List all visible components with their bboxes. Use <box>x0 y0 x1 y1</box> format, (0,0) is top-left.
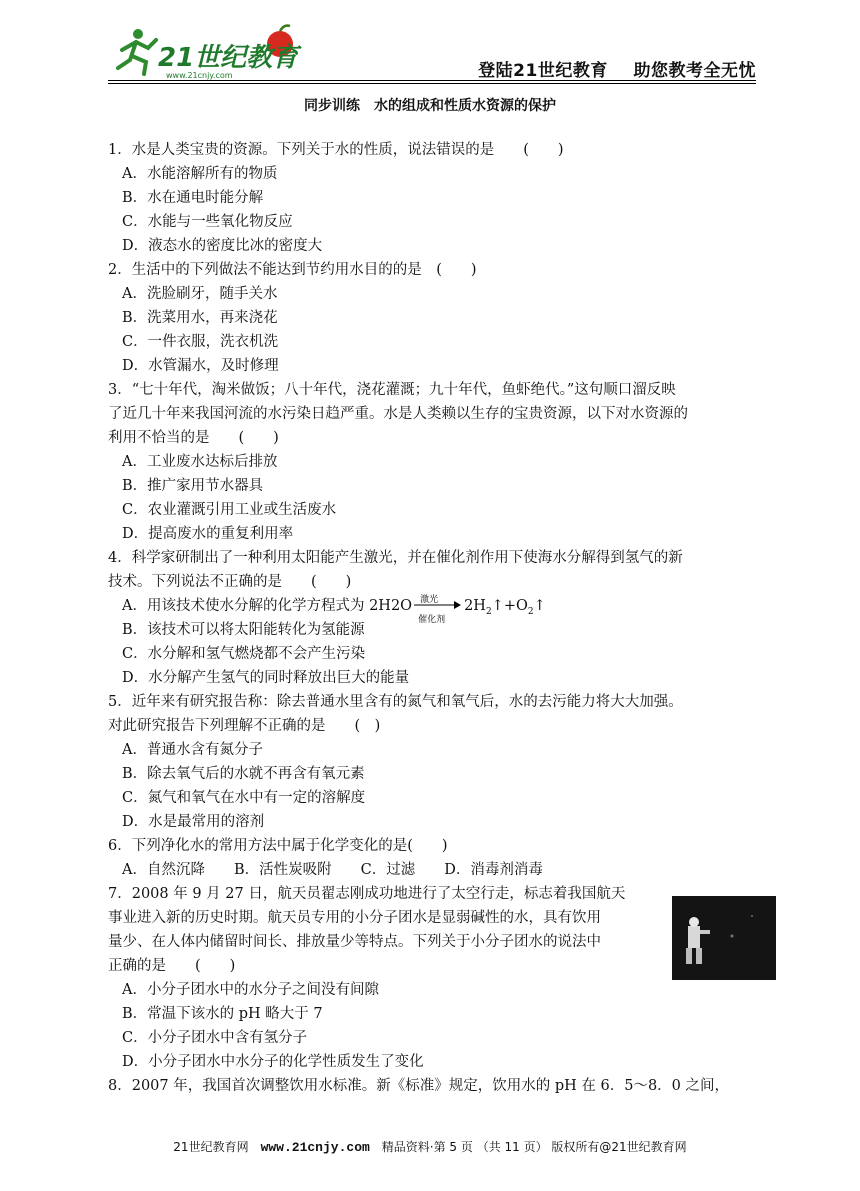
answer-option: A．水能溶解所有的物质 <box>122 166 278 182</box>
q4-suffix: ↑ <box>533 598 546 614</box>
answer-option: D．液态水的密度比冰的密度大 <box>122 238 323 254</box>
arrow-label-above: 激光 <box>420 595 439 605</box>
answer-option: C．水能与一些氧化物反应 <box>122 214 293 230</box>
header-divider <box>108 80 756 81</box>
reaction-arrow <box>412 594 464 625</box>
logo-text: 21世纪教育 <box>158 43 299 73</box>
question-text: 4．科学家研制出了一种利用太阳能产生激光，并在催化剂作用下使海水分解得到氢气的新 <box>108 550 683 566</box>
answer-option: D．水分解产生氢气的同时释放出巨大的能量 <box>122 670 410 686</box>
header-slogan: 登陆21世纪教育 助您教考全无忧 <box>478 61 756 81</box>
answer-option: A．洗脸刷牙，随手关水 <box>122 286 278 302</box>
q4-product-h2: 2H <box>464 598 486 614</box>
answer-option: B．水在通电时能分解 <box>122 190 264 206</box>
question-text: 事业进入新的历史时期。航天员专用的小分子团水是显弱碱性的水，具有饮用 <box>108 910 601 926</box>
question-text: 了近几十年来我国河流的水污染日趋严重。水是人类赖以生存的宝贵资源，以下对水资源的 <box>108 406 688 422</box>
answer-option: C．农业灌溉引用工业或生活废水 <box>122 502 337 518</box>
footer-right: 精品资料·第 5 页 （共 11 页） 版权所有@21世纪教育网 <box>369 1140 687 1154</box>
footer-left: 21世纪教育网 <box>173 1140 261 1154</box>
question-text: 技术。下列说法不正确的是 ( ) <box>108 574 352 590</box>
answer-option: C．小分子团水中含有氢分子 <box>122 1030 308 1046</box>
answer-option: C．氮气和氧气在水中有一定的溶解度 <box>122 790 366 806</box>
answer-option: D．提高废水的重复利用率 <box>122 526 294 542</box>
footer-site-link[interactable]: www.21cnjy.com <box>260 1140 370 1155</box>
answer-option: B．洗菜用水，再来浇花 <box>122 310 278 326</box>
question-text: 2．生活中的下列做法不能达到节约用水目的的是 ( ) <box>108 262 477 278</box>
question-text: 利用不恰当的是 ( ) <box>108 430 279 446</box>
question-text: 3．“七十年代，淘米做饭；八十年代，浇花灌溉；九十年代，鱼虾绝代。”这句顺口溜反映 <box>108 382 676 398</box>
page-footer <box>0 1138 860 1155</box>
question-text: 7．2008 年 9 月 27 日，航天员翟志刚成功地进行了太空行走，标志着我国航天 <box>108 886 626 902</box>
answer-option: B．推广家用节水器具 <box>122 478 264 494</box>
answer-option: A．小分子团水中的水分子之间没有间隙 <box>122 982 379 998</box>
logo-url: www.21cnjy.com <box>166 71 233 80</box>
question-list <box>108 138 756 1098</box>
answer-option: A．普通水含有氮分子 <box>122 742 263 758</box>
page-header <box>108 20 756 82</box>
arrow-label-below: 催化剂 <box>418 615 446 625</box>
answer-option: B．常温下该水的 pH 略大于 7 <box>122 1006 323 1022</box>
question-text: 8．2007 年，我国首次调整饮用水标准。新《标准》规定，饮用水的 pH 在 6．5～8．0 之间， <box>108 1078 729 1094</box>
question-text: 1．水是人类宝贵的资源。下列关于水的性质，说法错误的是 ( ) <box>108 142 564 158</box>
answer-option: D．水是最常用的溶剂 <box>122 814 265 830</box>
q4-middle: ↑+O <box>491 598 528 614</box>
question-text: 5．近年来有研究报告称：除去普通水里含有的氮气和氧气后，水的去污能力将大大加强。 <box>108 694 683 710</box>
header-divider-secondary <box>108 83 756 84</box>
question-text: 量少、在人体内储留时间长、排放量少等特点。下列关于小分子团水的说法中 <box>108 934 601 950</box>
question-text: 正确的是 ( ) <box>108 958 236 974</box>
answer-option: D．水管漏水，及时修理 <box>122 358 279 374</box>
q4-sub-1: 2 <box>485 606 492 617</box>
q4-option-a <box>108 594 756 625</box>
answer-option: B．除去氧气后的水就不再含有氧元素 <box>122 766 365 782</box>
q4-sub-2: 2 <box>527 606 534 617</box>
answer-option: D．小分子团水中水分子的化学性质发生了变化 <box>122 1054 424 1070</box>
document-title: 同步训练 水的组成和性质水资源的保护 <box>304 98 556 114</box>
question-text: 6．下列净化水的常用方法中属于化学变化的是( ) <box>108 838 448 854</box>
answer-option: B．该技术可以将太阳能转化为氢能源 <box>122 622 365 638</box>
answer-option: A．工业废水达标后排放 <box>122 454 278 470</box>
answer-option: A．自然沉降 B．活性炭吸附 C．过滤 D．消毒剂消毒 <box>122 862 543 878</box>
site-logo <box>108 20 308 80</box>
answer-option: C．一件衣服，洗衣机洗 <box>122 334 279 350</box>
answer-option: C．水分解和氢气燃烧都不会产生污染 <box>122 646 366 662</box>
astronaut-photo <box>672 896 776 980</box>
q4-formula-prefix: A．用该技术使水分解的化学方程式为 2H2O <box>122 598 413 614</box>
question-text: 对此研究报告下列理解不正确的是 ( ) <box>108 718 381 734</box>
